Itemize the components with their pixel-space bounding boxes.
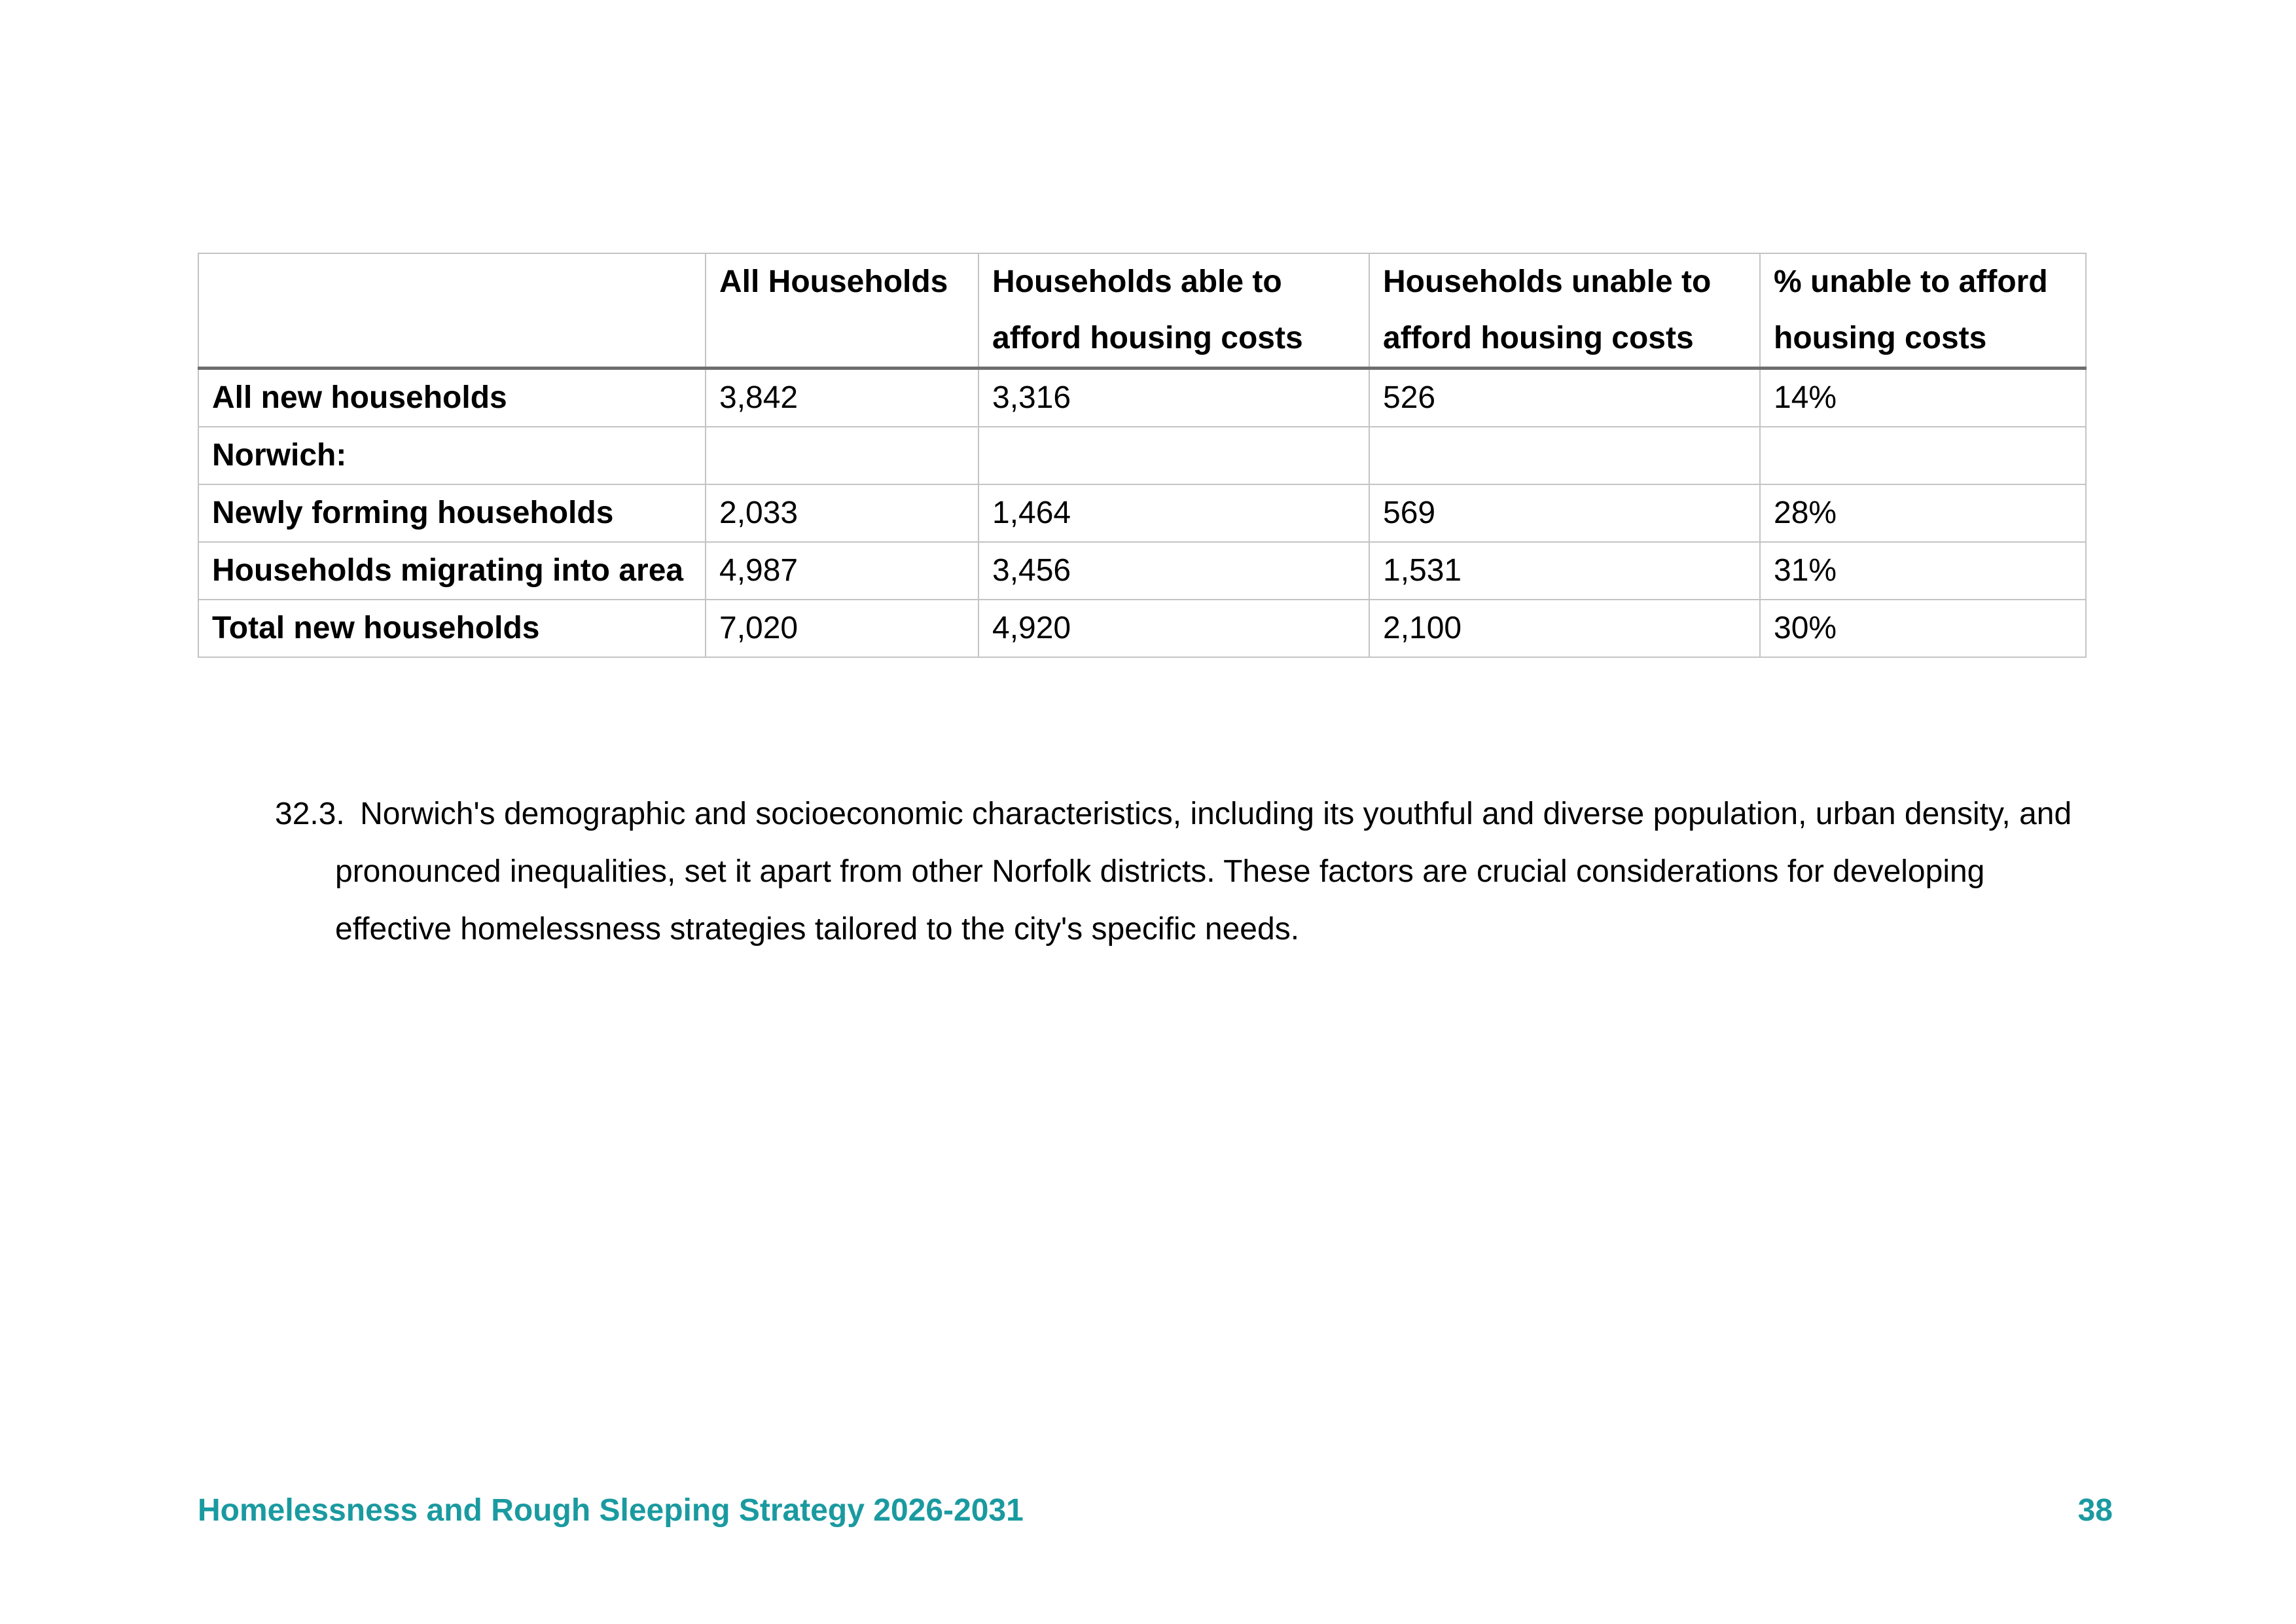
paragraph-number: 32.3. [275, 797, 345, 831]
table-cell: 4,987 [706, 542, 978, 600]
table-cell: 1,531 [1369, 542, 1760, 600]
table-cell [1369, 427, 1760, 484]
table-header-row [198, 253, 2086, 369]
table-cell [978, 427, 1369, 484]
table-cell [706, 427, 978, 484]
row-label: Newly forming households [198, 484, 706, 542]
table-cell: 7,020 [706, 600, 978, 657]
table-row [198, 427, 2086, 484]
table-cell: 1,464 [978, 484, 1369, 542]
affordability-table [198, 253, 2087, 658]
table-cell: 3,316 [978, 369, 1369, 427]
row-label: Norwich: [198, 427, 706, 484]
footer-page-number: 38 [2077, 1493, 2113, 1528]
table-row [198, 542, 2086, 600]
header-cell-unable-to-afford: Households unable to afford housing costs [1369, 253, 1760, 369]
table-cell: 31% [1760, 542, 2086, 600]
table-cell: 569 [1369, 484, 1760, 542]
row-label: Households migrating into area [198, 542, 706, 600]
table-cell: 14% [1760, 369, 2086, 427]
table-cell: 2,100 [1369, 600, 1760, 657]
header-cell-able-to-afford: Households able to afford housing costs [978, 253, 1369, 369]
paragraph-text: Norwich's demographic and socioeconomic characteristics, including its youthful and diverse population, urban density, and pronounced inequalities, set it apart from other Norfolk districts. These factors are crucial considerations for developing effective homelessness strategies tailored to the city's specific needs. [335, 797, 2072, 947]
table-cell: 2,033 [706, 484, 978, 542]
table-row [198, 369, 2086, 427]
table-cell: 3,842 [706, 369, 978, 427]
table-cell: 526 [1369, 369, 1760, 427]
table-cell: 30% [1760, 600, 2086, 657]
footer-document-title: Homelessness and Rough Sleeping Strategy 2026-2031 [198, 1493, 1024, 1528]
page-footer [198, 1492, 2113, 1528]
row-label: Total new households [198, 600, 706, 657]
numbered-paragraph [275, 785, 2102, 958]
header-cell-percent-unable: % unable to afford housing costs [1760, 253, 2086, 369]
table-cell [1760, 427, 2086, 484]
table-cell: 28% [1760, 484, 2086, 542]
table-cell: 3,456 [978, 542, 1369, 600]
header-cell-all-households: All Households [706, 253, 978, 369]
header-cell-blank [198, 253, 706, 369]
row-label: All new households [198, 369, 706, 427]
table-row [198, 600, 2086, 657]
table-cell: 4,920 [978, 600, 1369, 657]
table-row [198, 484, 2086, 542]
